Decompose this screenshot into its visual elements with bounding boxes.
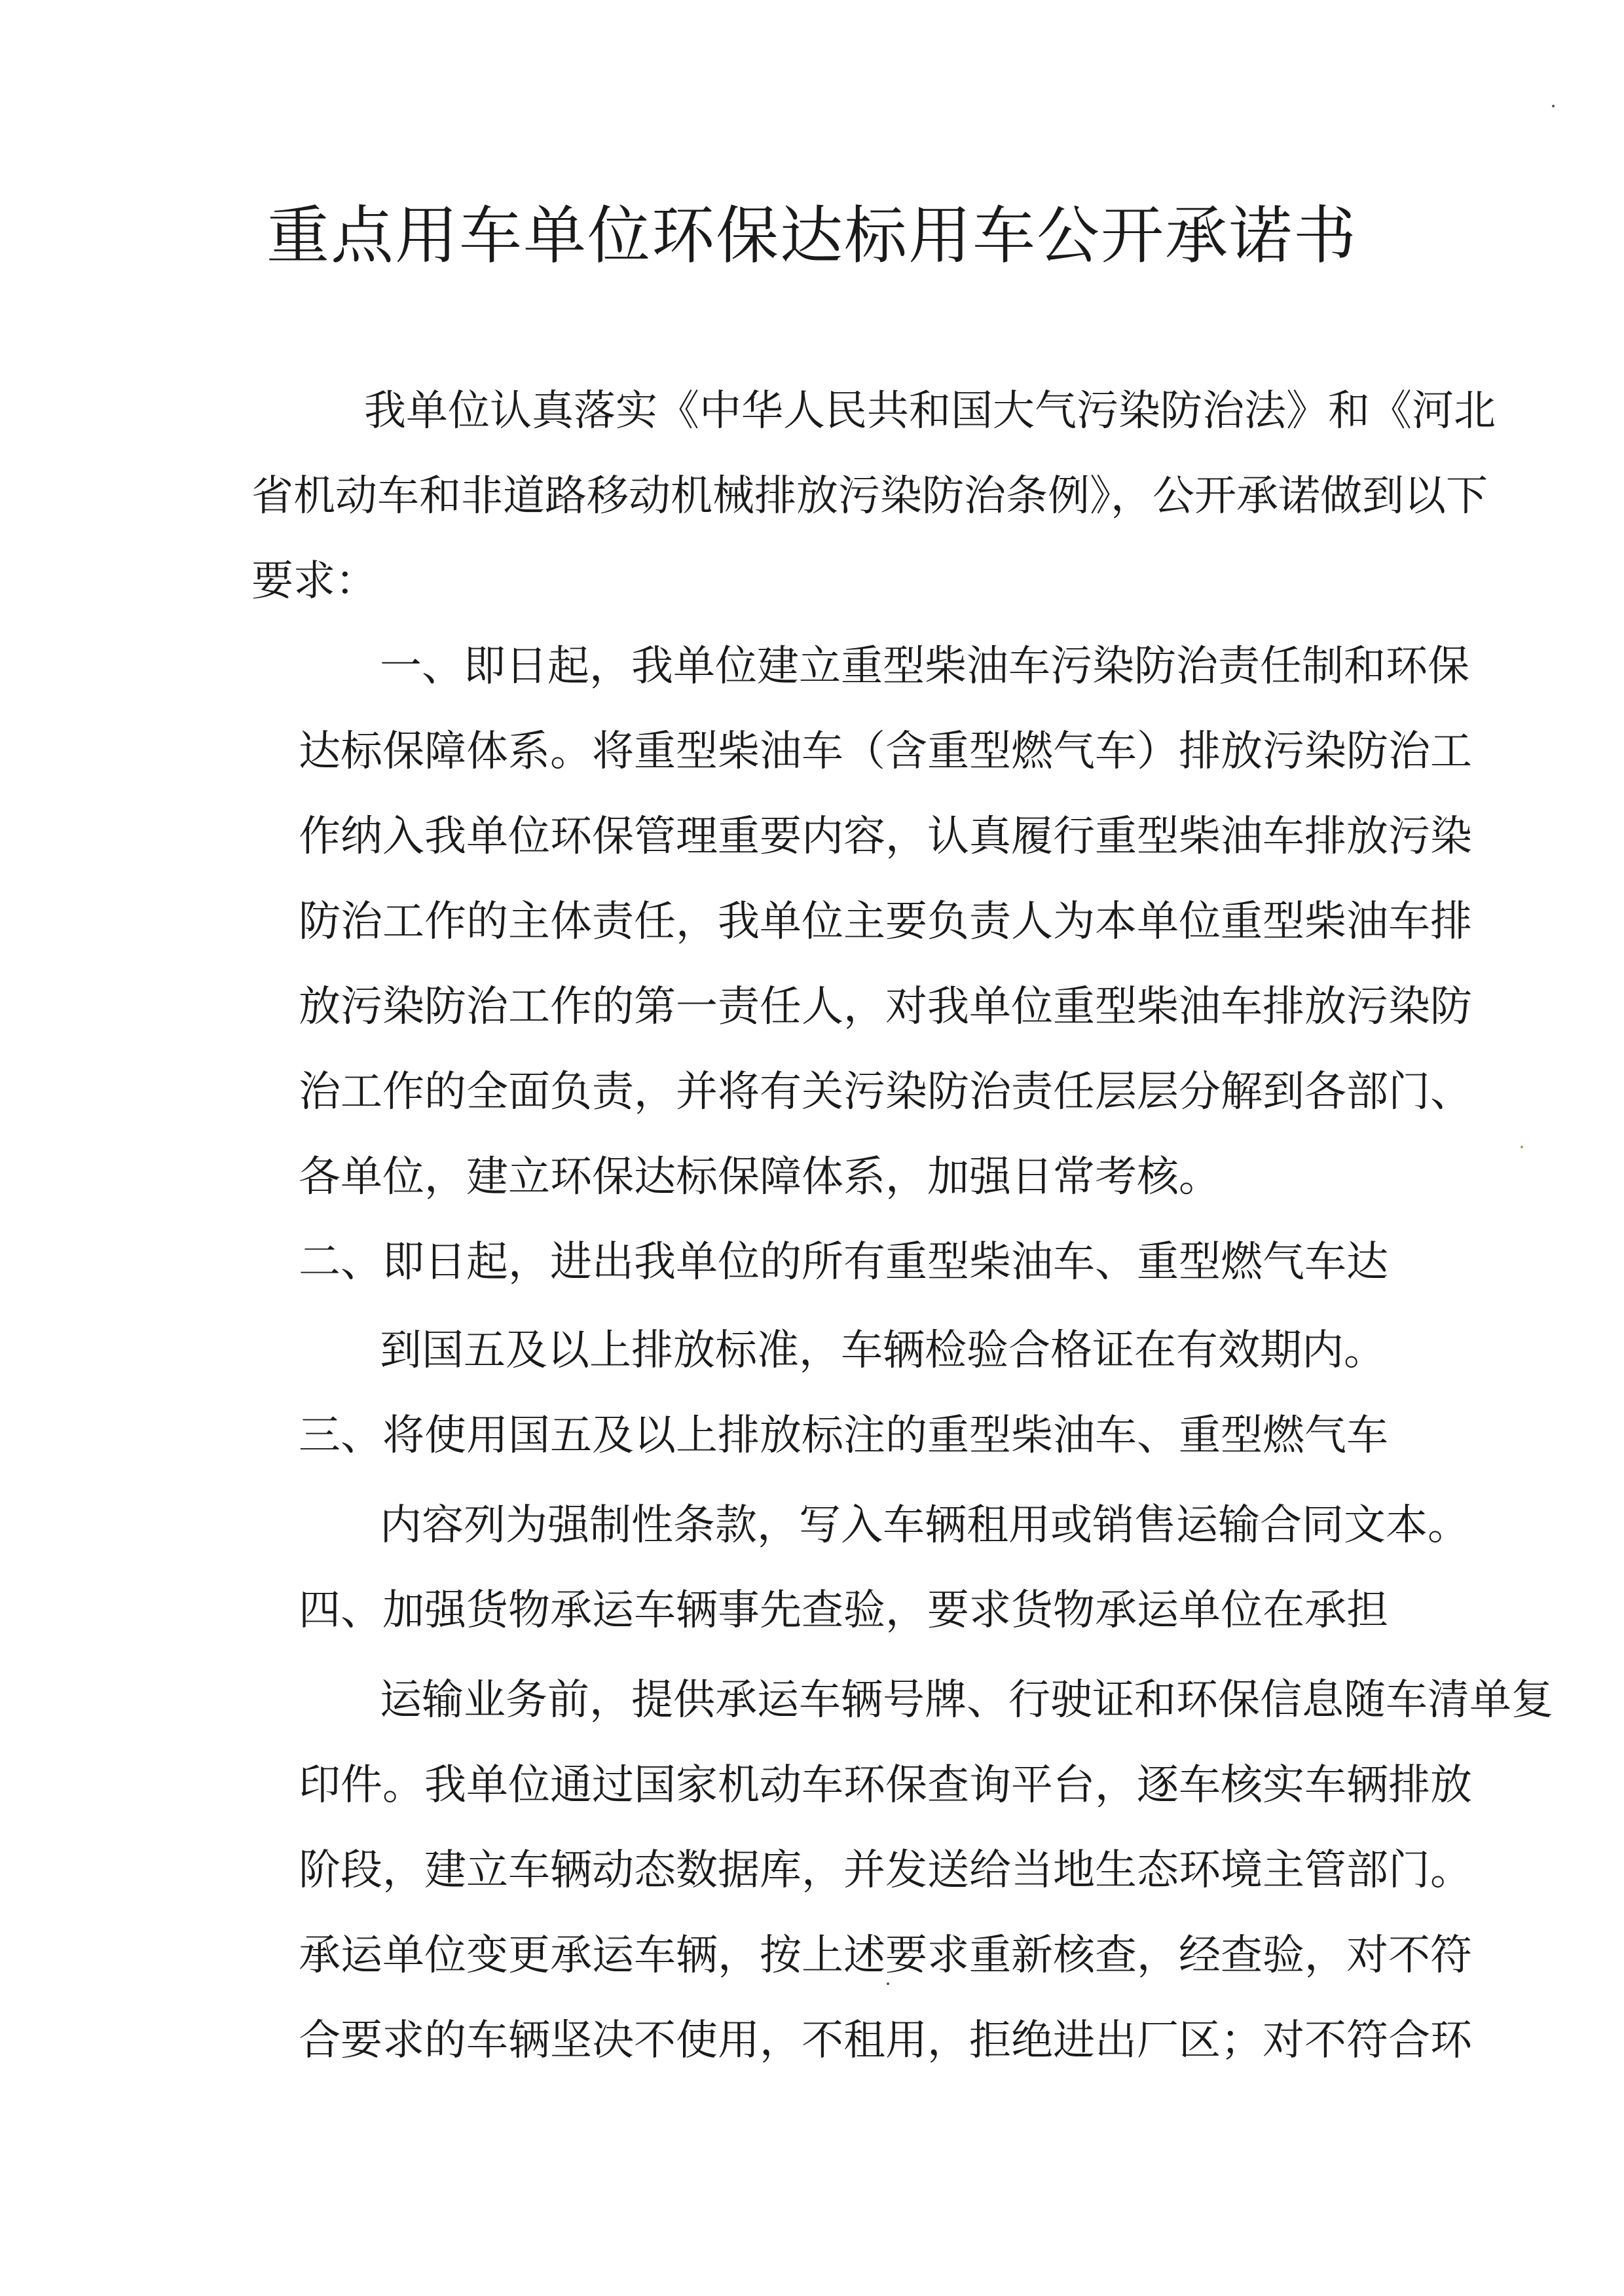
- text-line: 防治工作的主体责任，我单位主要负责人为本单位重型柴油车排: [299, 898, 1472, 946]
- text-line: 二、即日起，进出我单位的所有重型柴油车、重型燃气车达: [299, 1238, 1388, 1286]
- text-line: 运输业务前，提供承运车辆号牌、行驶证和环保信息随车清单复: [380, 1676, 1553, 1724]
- text-line: 要求：: [251, 557, 377, 606]
- text-line: 各单位，建立环保达标保障体系，加强日常考核。: [299, 1153, 1221, 1201]
- text-line: 印件。我单位通过国家机动车环保查询平台，逐车核实车辆排放: [299, 1761, 1472, 1810]
- text-line: 到国五及以上排放标准，车辆检验合格证在有效期内。: [380, 1326, 1386, 1375]
- text-line: 作纳入我单位环保管理重要内容，认真履行重型柴油车排放污染: [299, 812, 1472, 861]
- text-line: 我单位认真落实《中华人民共和国大气污染防治法》和《河北: [364, 387, 1496, 435]
- text-line: 合要求的车辆坚决不使用，不租用，拒绝进出厂区；对不符合环: [299, 2016, 1472, 2065]
- text-line: 内容列为强制性条款，写入车辆租用或销售运输合同文本。: [380, 1501, 1469, 1550]
- text-line: 放污染防治工作的第一责任人，对我单位重型柴油车排放污染防: [299, 983, 1472, 1031]
- text-line: 省机动车和非道路移动机械排放污染防治条例》，公开承诺做到以下: [251, 472, 1488, 520]
- text-line: 四、加强货物承运车辆事先查验，要求货物承运单位在承担: [299, 1586, 1388, 1635]
- document-title: 重点用车单位环保达标用车公开承诺书: [267, 199, 1357, 272]
- text-line: 承运单位变更承运车辆，按上述要求重新核查，经查验，对不符: [299, 1931, 1472, 1980]
- text-line: 达标保障体系。将重型柴油车（含重型燃气车）排放污染防治工: [299, 727, 1472, 776]
- text-line: 阶段，建立车辆动态数据库，并发送给当地生态环境主管部门。: [299, 1846, 1472, 1895]
- scan-speck: [1552, 105, 1555, 107]
- text-line: 治工作的全面负责，并将有关污染防治责任层层分解到各部门、: [299, 1068, 1472, 1116]
- scan-speck: [1521, 1146, 1523, 1148]
- text-line: 三、将使用国五及以上排放标注的重型柴油车、重型燃气车: [299, 1412, 1388, 1460]
- scan-speck: [887, 1982, 889, 1985]
- text-line: 一、即日起，我单位建立重型柴油车污染防治责任制和环保: [380, 642, 1469, 691]
